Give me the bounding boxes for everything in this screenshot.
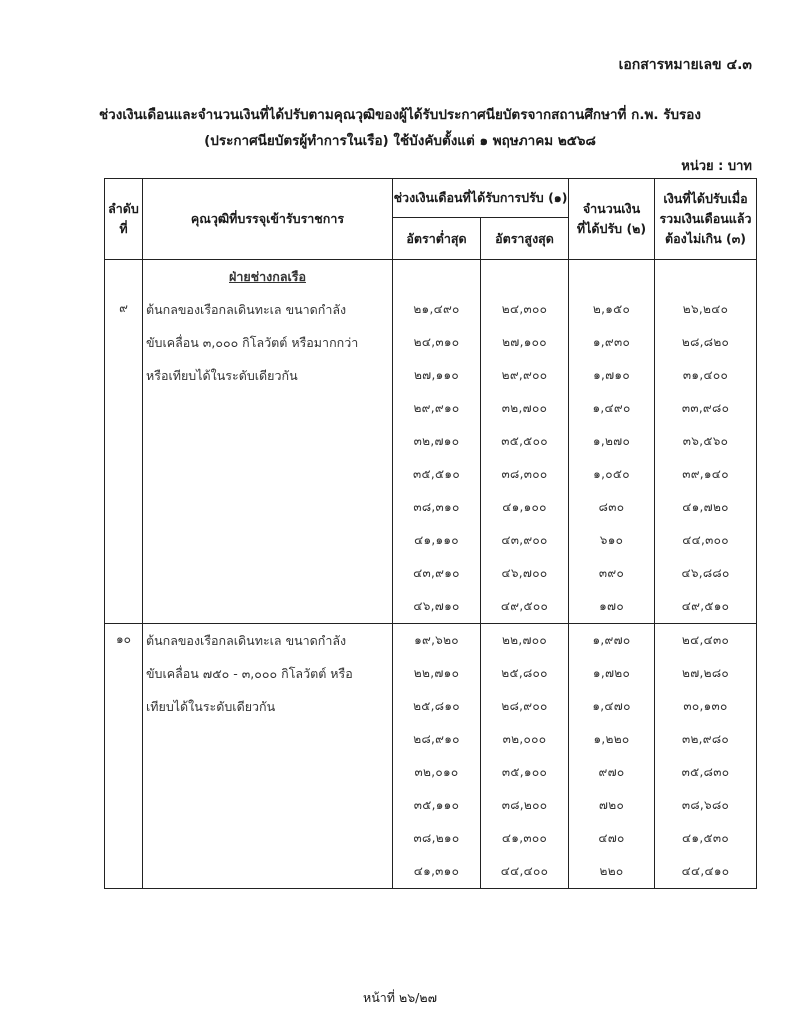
seq-cell xyxy=(105,855,143,889)
header-adjust-line1: จำนวนเงิน xyxy=(582,201,641,216)
adjust-value: ๑,๔๗๐ xyxy=(569,690,655,723)
cap-value: ๔๙,๕๑๐ xyxy=(655,590,757,624)
qualification-cell xyxy=(143,392,393,425)
adjust-value: ๗๒๐ xyxy=(569,789,655,822)
table-row xyxy=(105,392,757,425)
page-subtitle: (ประกาศนียบัตรผู้ทำการในเรือ) ใช้บังคับตั้งแต่ ๑ พฤษภาคม ๒๕๖๘ xyxy=(204,133,596,149)
seq-cell xyxy=(105,756,143,789)
table-row xyxy=(105,723,757,756)
cap-value: ๓๖,๕๖๐ xyxy=(655,425,757,458)
page-title: ช่วงเงินเดือนและจำนวนเงินที่ได้ปรับตามคุณวุฒิของผู้ได้รับประกาศนียบัตรจากสถานศึกษาที่ ก.พ. รับรอง xyxy=(99,107,701,123)
qualification-cell xyxy=(143,822,393,855)
table-row xyxy=(105,756,757,789)
seq-cell xyxy=(105,690,143,723)
table-row xyxy=(105,458,757,491)
max-value: ๒๕,๘๐๐ xyxy=(481,657,569,690)
seq-cell: ๙ xyxy=(105,293,143,326)
table-row xyxy=(105,855,757,889)
table-row xyxy=(105,822,757,855)
qualification-cell: หรือเทียบได้ในระดับเดียวกัน xyxy=(143,359,393,392)
cap-value: ๔๑,๗๒๐ xyxy=(655,491,757,524)
table-row xyxy=(105,260,757,294)
unit-label: หน่วย : บาท xyxy=(681,159,752,174)
seq-cell xyxy=(105,425,143,458)
document-number: เอกสารหมายเลข ๔.๓ xyxy=(618,57,752,73)
adjust-value: ๑,๐๕๐ xyxy=(569,458,655,491)
table-row xyxy=(105,326,757,359)
max-value: ๔๖,๗๐๐ xyxy=(481,557,569,590)
adjust-value: ๑,๗๑๐ xyxy=(569,359,655,392)
salary-table xyxy=(104,178,757,889)
seq-cell xyxy=(105,326,143,359)
cap-value: ๓๐,๑๓๐ xyxy=(655,690,757,723)
cap-value xyxy=(655,260,757,294)
cap-value: ๓๘,๖๘๐ xyxy=(655,789,757,822)
table-row xyxy=(105,657,757,690)
seq-cell xyxy=(105,657,143,690)
table-row xyxy=(105,789,757,822)
header-min: อัตราต่ำสุด xyxy=(393,218,481,260)
max-value: ๓๒,๐๐๐ xyxy=(481,723,569,756)
max-value: ๒๗,๑๐๐ xyxy=(481,326,569,359)
adjust-value: ๖๑๐ xyxy=(569,524,655,557)
adjust-value: ๑,๒๒๐ xyxy=(569,723,655,756)
seq-cell xyxy=(105,458,143,491)
qualification-cell: ต้นกลของเรือกลเดินทะเล ขนาดกำลัง xyxy=(143,293,393,326)
header-cap-line3: ต้องไม่เกิน (๓) xyxy=(665,231,746,246)
max-value: ๓๘,๓๐๐ xyxy=(481,458,569,491)
adjust-value: ๒,๑๕๐ xyxy=(569,293,655,326)
header-cap-line1: เงินที่ได้ปรับเมื่อ xyxy=(663,191,748,206)
header-seq-line2: ที่ xyxy=(119,221,128,236)
qualification-cell xyxy=(143,723,393,756)
min-value: ๓๘,๓๑๐ xyxy=(393,491,481,524)
adjust-value: ๑,๙๓๐ xyxy=(569,326,655,359)
header-qualification: คุณวุฒิที่บรรจุเข้ารับราชการ xyxy=(143,179,393,260)
max-value: ๒๙,๙๐๐ xyxy=(481,359,569,392)
cap-value: ๔๔,๔๑๐ xyxy=(655,855,757,889)
cap-value: ๔๖,๘๘๐ xyxy=(655,557,757,590)
min-value: ๔๑,๓๑๐ xyxy=(393,855,481,889)
max-value: ๓๕,๕๐๐ xyxy=(481,425,569,458)
qualification-cell xyxy=(143,524,393,557)
seq-cell xyxy=(105,590,143,624)
max-value: ๒๘,๙๐๐ xyxy=(481,690,569,723)
min-value: ๒๒,๗๑๐ xyxy=(393,657,481,690)
adjust-value: ๑,๒๗๐ xyxy=(569,425,655,458)
adjust-value: ๑,๙๗๐ xyxy=(569,624,655,658)
max-value xyxy=(481,260,569,294)
header-cap-line2: รวมเงินเดือนแล้ว xyxy=(659,211,752,226)
qualification-cell: เทียบได้ในระดับเดียวกัน xyxy=(143,690,393,723)
header-seq-line1: ลำดับ xyxy=(108,201,139,216)
qualification-cell xyxy=(143,491,393,524)
table-row xyxy=(105,491,757,524)
max-value: ๓๒,๗๐๐ xyxy=(481,392,569,425)
qualification-cell xyxy=(143,590,393,624)
qualification-cell: ขับเคลื่อน ๓,๐๐๐ กิโลวัตต์ หรือมากกว่า xyxy=(143,326,393,359)
header-adjust-amount xyxy=(569,179,655,260)
seq-cell xyxy=(105,822,143,855)
seq-cell xyxy=(105,491,143,524)
max-value: ๓๘,๒๐๐ xyxy=(481,789,569,822)
qualification-cell: ต้นกลของเรือกลเดินทะเล ขนาดกำลัง xyxy=(143,624,393,658)
table-row xyxy=(105,590,757,624)
header-seq xyxy=(105,179,143,260)
adjust-value: ๔๗๐ xyxy=(569,822,655,855)
table-row xyxy=(105,359,757,392)
min-value: ๒๔,๓๑๐ xyxy=(393,326,481,359)
header-max: อัตราสูงสุด xyxy=(481,218,569,260)
max-value: ๔๑,๓๐๐ xyxy=(481,822,569,855)
table-body xyxy=(105,260,757,889)
qualification-cell: ขับเคลื่อน ๗๕๐ - ๓,๐๐๐ กิโลวัตต์ หรือ xyxy=(143,657,393,690)
max-value: ๔๑,๑๐๐ xyxy=(481,491,569,524)
cap-value: ๒๖,๒๔๐ xyxy=(655,293,757,326)
header-salary-range: ช่วงเงินเดือนที่ได้รับการปรับ (๑) xyxy=(393,179,569,218)
min-value: ๒๑,๔๙๐ xyxy=(393,293,481,326)
min-value: ๔๑,๑๑๐ xyxy=(393,524,481,557)
min-value: ๒๙,๙๑๐ xyxy=(393,392,481,425)
seq-cell xyxy=(105,723,143,756)
min-value: ๒๕,๘๑๐ xyxy=(393,690,481,723)
adjust-value: ๘๓๐ xyxy=(569,491,655,524)
table-row xyxy=(105,624,757,658)
cap-value: ๓๓,๙๘๐ xyxy=(655,392,757,425)
min-value: ๑๙,๖๒๐ xyxy=(393,624,481,658)
max-value: ๒๒,๗๐๐ xyxy=(481,624,569,658)
min-value: ๒๗,๑๑๐ xyxy=(393,359,481,392)
adjust-value xyxy=(569,260,655,294)
max-value: ๒๔,๓๐๐ xyxy=(481,293,569,326)
qualification-cell xyxy=(143,425,393,458)
qualification-cell xyxy=(143,855,393,889)
header-cap xyxy=(655,179,757,260)
header-adjust-line2: ที่ได้ปรับ (๒) xyxy=(576,221,647,236)
min-value: ๓๕,๑๑๐ xyxy=(393,789,481,822)
table-row xyxy=(105,557,757,590)
max-value: ๔๓,๙๐๐ xyxy=(481,524,569,557)
table-row xyxy=(105,690,757,723)
cap-value: ๓๙,๑๔๐ xyxy=(655,458,757,491)
table-row xyxy=(105,293,757,326)
cap-value: ๒๘,๘๒๐ xyxy=(655,326,757,359)
min-value: ๒๘,๙๑๐ xyxy=(393,723,481,756)
adjust-value: ๑,๗๒๐ xyxy=(569,657,655,690)
qualification-cell xyxy=(143,789,393,822)
seq-cell xyxy=(105,789,143,822)
cap-value: ๓๑,๔๐๐ xyxy=(655,359,757,392)
cap-value: ๒๗,๒๘๐ xyxy=(655,657,757,690)
cap-value: ๓๒,๙๘๐ xyxy=(655,723,757,756)
adjust-value: ๑,๔๙๐ xyxy=(569,392,655,425)
seq-cell xyxy=(105,359,143,392)
seq-cell xyxy=(105,557,143,590)
page-number: หน้าที่ ๒๖/๒๗ xyxy=(362,990,438,1005)
cap-value: ๔๔,๓๐๐ xyxy=(655,524,757,557)
cap-value: ๔๑,๕๓๐ xyxy=(655,822,757,855)
adjust-value: ๙๗๐ xyxy=(569,756,655,789)
min-value: ๔๓,๙๑๐ xyxy=(393,557,481,590)
seq-cell xyxy=(105,260,143,294)
min-value: ๓๕,๕๑๐ xyxy=(393,458,481,491)
adjust-value: ๒๒๐ xyxy=(569,855,655,889)
seq-cell xyxy=(105,524,143,557)
qualification-cell xyxy=(143,756,393,789)
min-value: ๔๖,๗๑๐ xyxy=(393,590,481,624)
table-row xyxy=(105,524,757,557)
max-value: ๔๔,๔๐๐ xyxy=(481,855,569,889)
table-row xyxy=(105,425,757,458)
seq-cell xyxy=(105,392,143,425)
cap-value: ๓๕,๘๓๐ xyxy=(655,756,757,789)
min-value: ๓๘,๒๑๐ xyxy=(393,822,481,855)
cap-value: ๒๔,๔๓๐ xyxy=(655,624,757,658)
qualification-cell xyxy=(143,458,393,491)
min-value xyxy=(393,260,481,294)
max-value: ๔๙,๕๐๐ xyxy=(481,590,569,624)
seq-cell: ๑๐ xyxy=(105,624,143,658)
max-value: ๓๕,๑๐๐ xyxy=(481,756,569,789)
adjust-value: ๑๗๐ xyxy=(569,590,655,624)
min-value: ๓๒,๐๑๐ xyxy=(393,756,481,789)
qualification-cell xyxy=(143,557,393,590)
section-title: ฝ่ายช่างกลเรือ xyxy=(143,260,393,294)
min-value: ๓๒,๗๑๐ xyxy=(393,425,481,458)
adjust-value: ๓๙๐ xyxy=(569,557,655,590)
